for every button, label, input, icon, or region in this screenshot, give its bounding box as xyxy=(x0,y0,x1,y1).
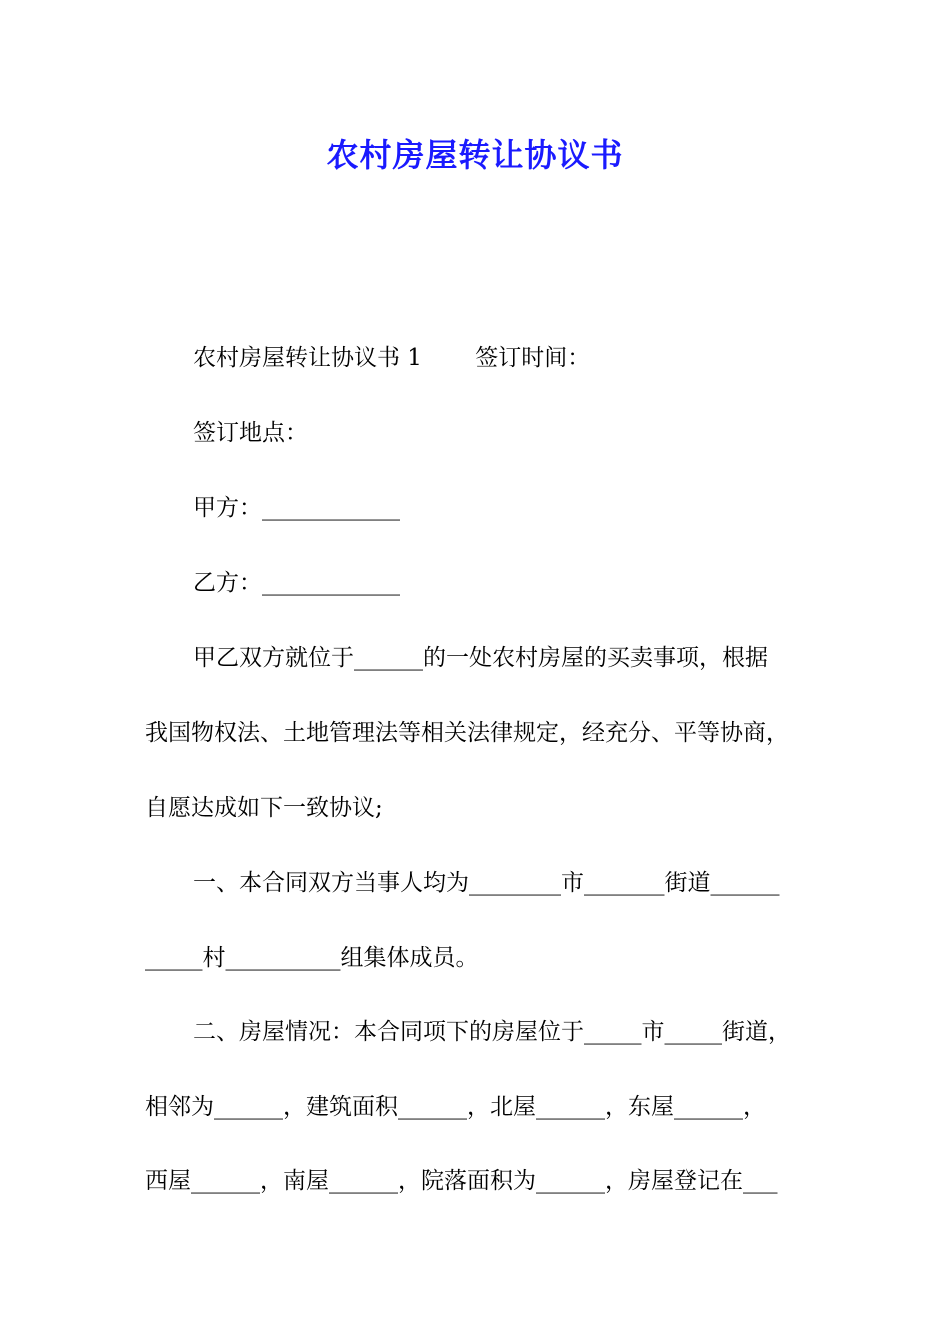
intro-paragraph-line-2: 我国物权法、土地管理法等相关法律规定，经充分、平等协商， xyxy=(145,720,789,746)
signing-place-line: 签订地点： xyxy=(193,420,308,446)
clause-two-line-2: 相邻为______，建筑面积______，北屋______，东屋______， xyxy=(145,1094,766,1120)
clause-one-line-1: 一、本合同双方当事人均为________市_______街道______ xyxy=(193,870,780,896)
intro-paragraph-line-3: 自愿达成如下一致协议; xyxy=(145,795,383,821)
document-title: 农村房屋转让协议书 xyxy=(326,136,624,174)
intro-paragraph-line-1: 甲乙双方就位于______的一处农村房屋的买卖事项，根据 xyxy=(193,645,768,671)
clause-one-line-2: _____村__________组集体成员。 xyxy=(145,945,479,971)
clause-two-line-1: 二、房屋情况：本合同项下的房屋位于_____市_____街道， xyxy=(193,1019,791,1045)
party-b-line: 乙方：____________ xyxy=(193,570,400,596)
party-a-line: 甲方：____________ xyxy=(193,495,400,521)
clause-two-line-3: 西屋______，南屋______，院落面积为______，房屋登记在___ xyxy=(145,1168,778,1194)
agreement-heading-line: 农村房屋转让协议书 1 签订时间： xyxy=(193,345,591,371)
